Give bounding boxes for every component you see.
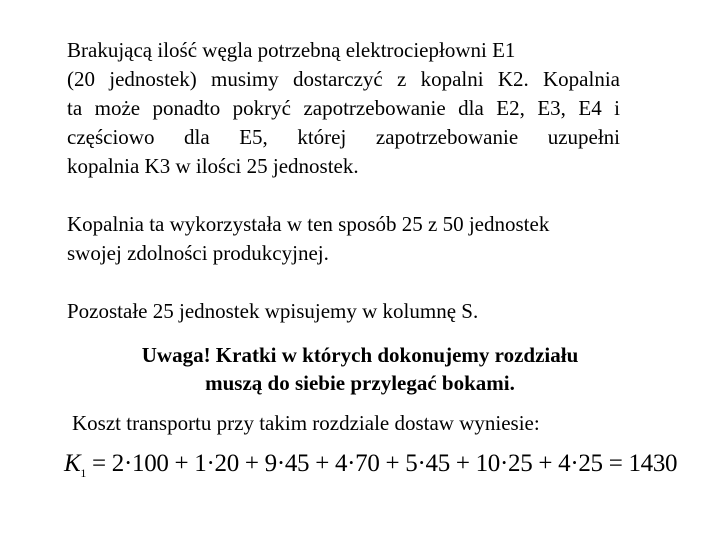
cost-intro: Koszt transportu przy takim rozdziale dostaw wyniesie: [72,411,540,435]
formula-rhs: = 2·100 + 1·20 + 9·45 + 4·70 + 5·45 + 10·25 + 4·25 = 1430 [92,450,678,477]
paragraph1-line: Brakującą ilość węgla potrzebną elektrociepłowni E1 [67,38,516,62]
paragraph1-line: kopalnia K3 w ilości 25 jednostek. [67,154,359,178]
warning-line: muszą do siebie przylegać bokami. [205,371,515,395]
paragraph1-line: ta może ponadto pokryć zapotrzebowanie dla E2, E3, E4 i [67,96,620,120]
paragraph1-line: (20 jednostek) musimy dostarczyć z kopalni K2. Kopalnia [67,67,620,91]
paragraph3: Pozostałe 25 jednostek wpisujemy w kolumnę S. [67,299,479,323]
formula-lhs-sub: 1 [80,466,87,480]
paragraph1-line: częściowo dla E5, której zapotrzebowanie uzupełni [67,125,620,149]
paragraph2-line: swojej zdolności produkcyjnej. [67,241,329,265]
paragraph2-line: Kopalnia ta wykorzystała w ten sposób 25 z 50 jednostek [67,212,550,236]
cost-formula [64,450,677,481]
warning-line: Uwaga! Kratki w których dokonujemy rozdziału [141,343,579,367]
formula-lhs: K [64,450,81,477]
